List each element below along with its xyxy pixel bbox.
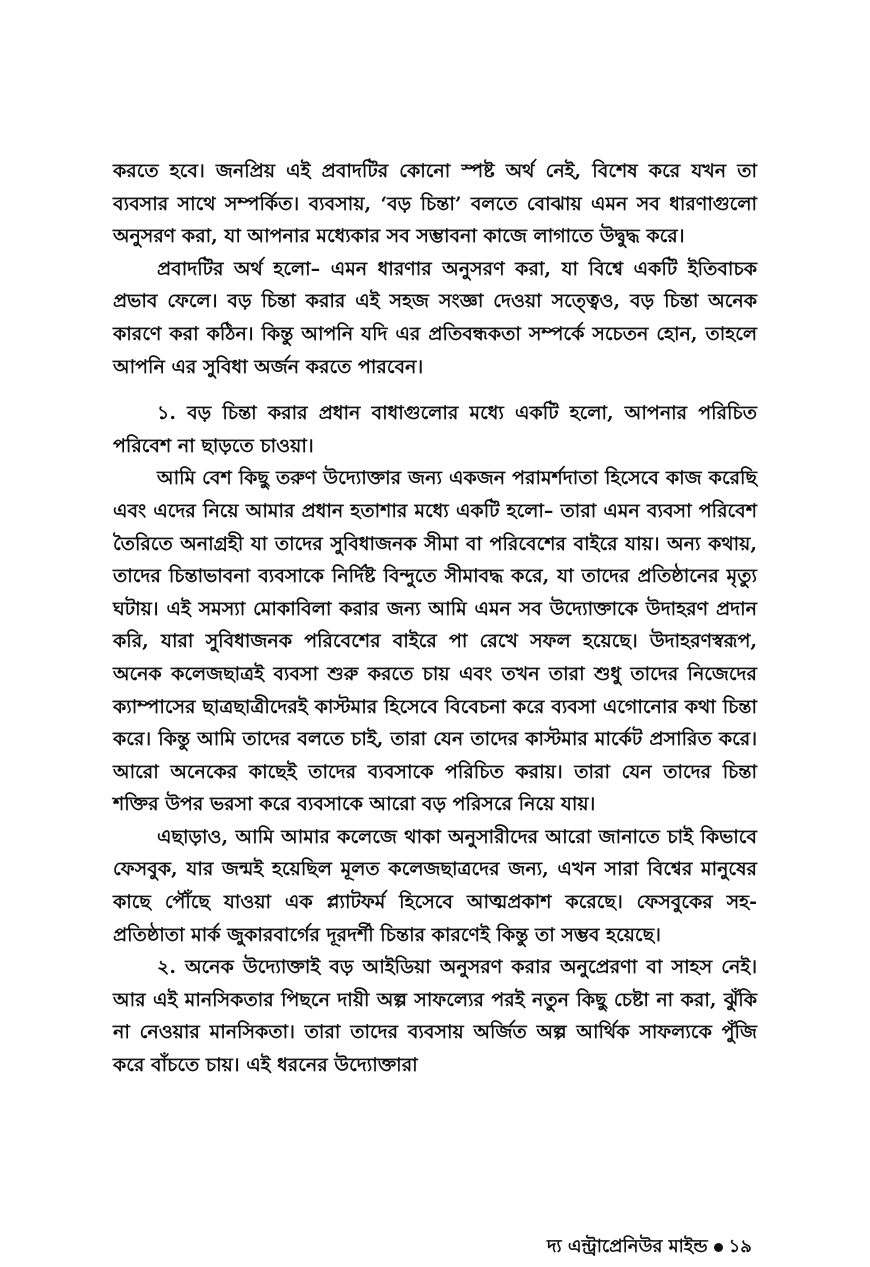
page-body bbox=[113, 155, 757, 1082]
paragraph-point-1: ১. বড় চিন্তা করার প্রধান বাধাগুলোর মধ্যে একটি হলো, আপনার পরিচিত পরিবেশ না ছাড়তে চাওয়া। bbox=[113, 402, 757, 457]
book-title: দ্য এন্ট্রাপ্রেনিউর মাইন্ড bbox=[546, 1236, 708, 1257]
paragraph-4: এছাড়াও, আমি আমার কলেজে থাকা অনুসারীদের আরো জানাতে চাই কিভাবে ফেসবুক, যার জন্মই হয়েছিল মূলত কলেজছাত্রদের জন্য, এখন সারা বিশ্বের মানুষের কাছে পৌঁছে যাওয়া এক প্ল্যাটফর্ম হিসেবে আত্মপ্রকাশ করেছে। ফেসবুকের সহ-প্রতিষ্ঠাতা মার্ক জুকারবার্গের দূরদর্শী চিন্তার কারণেই কিন্তু তা সম্ভব হয়েছে। bbox=[113, 825, 757, 946]
bullet-dot-icon bbox=[714, 1243, 723, 1252]
paragraph-1: করতে হবে। জনপ্রিয় এই প্রবাদটির কোনো স্পষ্ট অর্থ নেই, বিশেষ করে যখন তা ব্যবসার সাথে সম্পর্কিত। ব্যবসায়, ‘বড় চিন্তা’ বলতে বোঝায় এমন সব ধারণাগুলো অনুসরণ করা, যা আপনার মধ্যেকার সব সম্ভাবনা কাজে লাগাতে উদ্বুদ্ধ করে। bbox=[113, 160, 757, 248]
paragraph-3: আমি বেশ কিছু তরুণ উদ্যোক্তার জন্য একজন পরামর্শদাতা হিসেবে কাজ করেছি এবং এদের নিয়ে আমার প্রধান হতাশার মধ্যে একটি হলো– তারা এমন ব্যবসা পরিবেশ তৈরিতে অনাগ্রহী যা তাদের সুবিধাজনক সীমা বা পরিবেশের বাইরে যায়। অন্য কথায়, তাদের চিন্তাভাবনা ব্যবসাকে নির্দিষ্ট বিন্দুতে সীমাবদ্ধ করে, যা তাদের প্রতিষ্ঠানের মৃত্যু ঘটায়। এই সমস্যা মোকাবিলা করার জন্য আমি এমন সব উদ্যোক্তাকে উদাহরণ প্রদান করি, যারা সুবিধাজনক পরিবেশের বাইরে পা রেখে সফল হয়েছে। উদাহরণস্বরূপ, অনেক কলেজছাত্রই ব্যবসা শুরু করতে চায় এবং তখন তারা শুধু তাদের নিজেদের ক্যাম্পাসের ছাত্রছাত্রীদেরই কাস্টমার হিসেবে বিবেচনা করে ব্যবসা এগোনোর কথা চিন্তা করে। কিন্তু আমি তাদের বলতে চাই, তারা যেন তাদের কাস্টমার মার্কেট প্রসারিত করে। আরো অনেকের কাছেই তাদের ব্যবসাকে পরিচিত করায়। তারা যেন তাদের চিন্তা শক্তির উপর ভরসা করে ব্যবসাকে আরো বড় পরিসরে নিয়ে যায়। bbox=[113, 467, 757, 816]
page-number: ১৯ bbox=[728, 1236, 752, 1257]
paragraph-point-2: ২. অনেক উদ্যোক্তাই বড় আইডিয়া অনুসরণ করার অনুপ্রেরণা বা সাহস নেই। আর এই মানসিকতার পিছনে দায়ী অল্প সাফল্যের পরই নতুন কিছু চেষ্টা না করা, ঝুঁকি না নেওয়ার মানসিকতা। তারা তাদের ব্যবসায় অর্জিত অল্প আর্থিক সাফল্যকে পুঁজি করে বাঁচতে চায়। এই ধরনের উদ্যোক্তারা bbox=[113, 956, 757, 1077]
page-footer bbox=[547, 1232, 752, 1263]
paragraph-2: প্রবাদটির অর্থ হলো– এমন ধারণার অনুসরণ করা, যা বিশ্বে একটি ইতিবাচক প্রভাব ফেলে। বড় চিন্তা করার এই সহজ সংজ্ঞা দেওয়া সত্ত্বেও, বড় চিন্তা অনেক কারণে করা কঠিন। কিন্তু আপনি যদি এর প্রতিবন্ধকতা সম্পর্কে সচেতন হোন, তাহলে আপনি এর সুবিধা অর্জন করতে পারবেন। bbox=[113, 257, 757, 378]
